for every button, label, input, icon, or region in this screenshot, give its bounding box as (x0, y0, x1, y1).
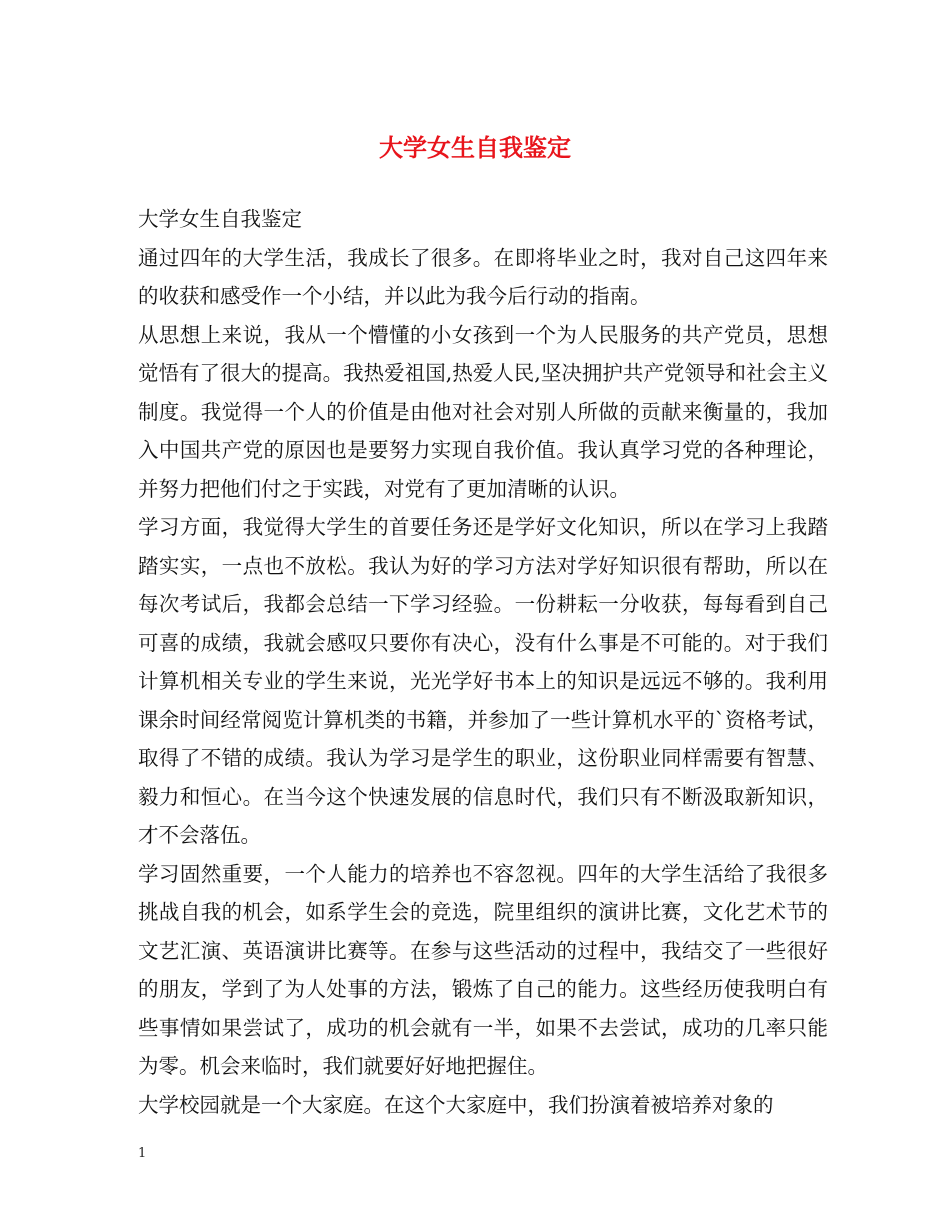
paragraph-intro: 通过四年的大学生活，我成长了很多。在即将毕业之时，我对自己这四年来的收获和感受作一个小结，并以此为我今后行动的指南。 (138, 245, 828, 308)
paragraph-study: 学习方面，我觉得大学生的首要任务还是学好文化知识，所以在学习上我踏踏实实，一点也不放松。我认为好的学习方法对学好知识很有帮助，所以在每次考试后，我都会总结一下学习经验。一份耕耘一分收获，每每看到自己可喜的成绩，我就会感叹只要你有决心，没有什么事是不可能的。对于我们计算机相关专业的学生来说，光光学好书本上的知识是远远不够的。我利用课余时间经常阅览计算机类的书籍，并参加了一些计算机水平的`资格考试，取得了不错的成绩。我认为学习是学生的职业，这份职业同样需要有智慧、毅力和恒心。在当今这个快速发展的信息时代，我们只有不断汲取新知识，才不会落伍。 (138, 515, 828, 847)
document-body (138, 200, 828, 1124)
paragraph-ability: 学习固然重要，一个人能力的培养也不容忽视。四年的大学生活给了我很多挑战自我的机会，如系学生会的竞选，院里组织的演讲比赛，文化艺术节的文艺汇演、英语演讲比赛等。在参与这些活动的过程中，我结交了一些很好的朋友，学到了为人处事的方法，锻炼了自己的能力。这些经历使我明白有些事情如果尝试了，成功的机会就有一半，如果不去尝试，成功的几率只能为零。机会来临时，我们就要好好地把握住。 (138, 861, 828, 1078)
document-title: 大学女生自我鉴定 (379, 133, 571, 162)
paragraph-campus: 大学校园就是一个大家庭。在这个大家庭中，我们扮演着被培养对象的 (138, 1092, 774, 1117)
page-number: 1 (138, 1146, 147, 1161)
paragraph-ideology: 从思想上来说，我从一个懵懂的小女孩到一个为人民服务的共产党员，思想觉悟有了很大的提高。我热爱祖国,热爱人民,坚决拥护共产党领导和社会主义制度。我觉得一个人的价值是由他对社会对别人所做的贡献来衡量的，我加入中国共产党的原因也是要努力实现自我价值。我认真学习党的各种理论，并努力把他们付之于实践，对党有了更加清晰的认识。 (138, 322, 828, 501)
paragraph-subtitle: 大学女生自我鉴定 (138, 207, 302, 231)
